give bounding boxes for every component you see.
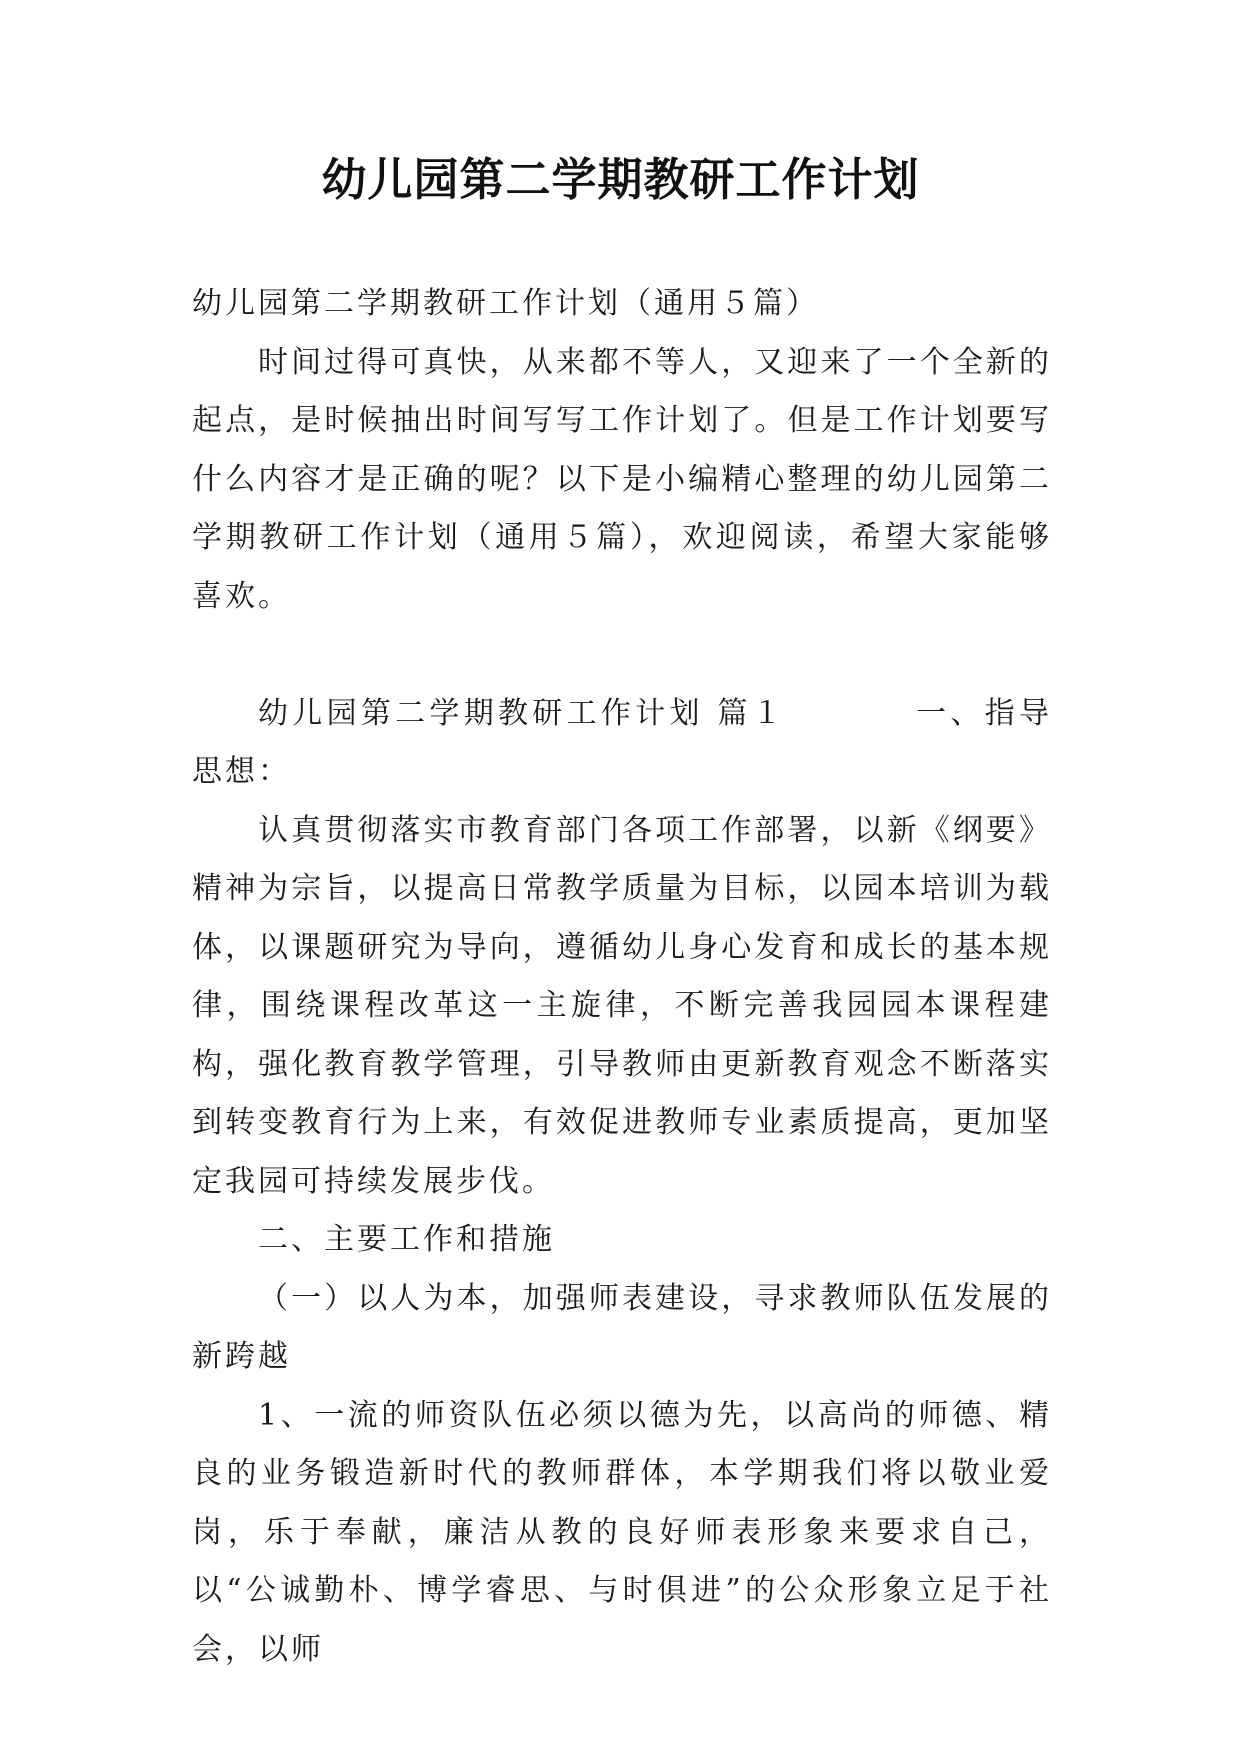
intro-paragraph: 时间过得可真快，从来都不等人，又迎来了一个全新的起点，是时候抽出时间写写工作计划了。但是工作计划要写什么内容才是正确的呢？以下是小编精心整理的幼儿园第二学期教研工作计划（通用５篇），欢迎阅读，希望大家能够喜欢。	[192, 344, 1052, 614]
document-title: 幼儿园第二学期教研工作计划	[321, 153, 920, 206]
section2-heading: 二、主要工作和措施	[258, 1222, 555, 1257]
document-body	[192, 275, 1052, 1679]
item1-paragraph: 1、一流的师资队伍必须以德为先，以高尚的师德、精良的业务锻造新时代的教师群体，本学期我们将以敬业爱岗，乐于奉献，廉洁从教的良好师表形象来要求自己，以“公诚勤朴、博学睿思、与时俱进”的公众形象立足于社会，以师	[192, 1397, 1052, 1667]
subsection1-heading: （一）以人为本，加强师表建设，寻求教师队伍发展的新跨越	[192, 1280, 1052, 1374]
part-heading: 幼儿园第二学期教研工作计划 篇１	[258, 695, 787, 731]
section1-paragraph: 认真贯彻落实市教育部门各项工作部署，以新《纲要》精神为宗旨，以提高日常教学质量为目标，以园本培训为载体，以课题研究为导向，遵循幼儿身心发育和成长的基本规律，围绕课程改革这一主旋律，不断完善我园园本课程建构，强化教育教学管理，引导教师由更新教育观念不断落实到转变教育行为上来，有效促进教师专业素质提高，更加坚定我园可持续发展步伐。	[192, 812, 1052, 1199]
part-heading-line	[192, 685, 1052, 802]
document-subtitle: 幼儿园第二学期教研工作计划（通用５篇）	[192, 286, 819, 321]
section1-heading: 一、指导思想：	[192, 695, 1053, 789]
paragraph-gap	[192, 626, 1052, 685]
